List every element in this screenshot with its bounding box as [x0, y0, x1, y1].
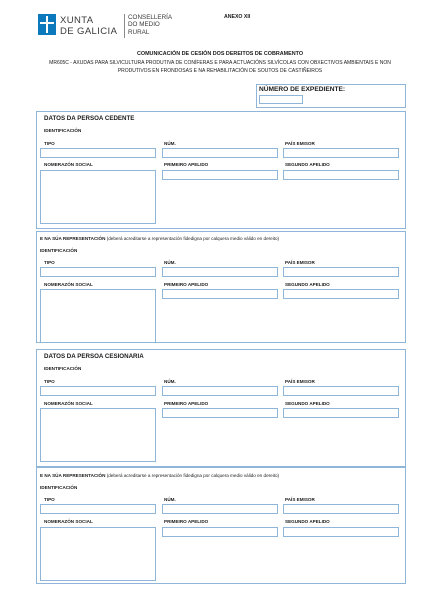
pais-emisor-label: PAÍS EMISOR: [285, 141, 315, 146]
num-label: NÚM.: [164, 497, 176, 502]
nomerazon-input[interactable]: [40, 527, 156, 581]
representation-2-note: (deberá acreditarse a representación fidedigna por calquera medio válido en dereito): [106, 473, 280, 478]
tipo-input[interactable]: [40, 267, 156, 277]
department-name: [128, 14, 172, 36]
segundo-apelido-label: SEGUNDO APELIDO: [285, 519, 330, 524]
subtitle-line1: MR605C - AXUDAS PARA SILVICULTURA PRODUTIVA DE CONÍFERAS E PARA ACTUACIÓNS SILVÍCOLAS CON OBXECTIVOS AMBIENTAIS E NON: [49, 60, 391, 66]
representation-2-title: [40, 473, 279, 478]
segundo-apelido-input[interactable]: [283, 289, 399, 299]
tipo-input[interactable]: [40, 504, 156, 514]
nomerazon-label: NOMERAZÓN SOCIAL: [44, 519, 93, 524]
primeiro-apelido-input[interactable]: [162, 170, 278, 180]
identification-label: IDENTIFICACIÓN: [40, 485, 78, 490]
representation-2-heading: E NA SÚA REPRESENTACIÓN: [40, 473, 106, 478]
pais-emisor-label: PAÍS EMISOR: [285, 379, 315, 384]
tipo-label: TIPO: [44, 141, 55, 146]
num-input[interactable]: [162, 267, 278, 277]
brand-divider: [124, 14, 125, 38]
num-label: NÚM.: [164, 141, 176, 146]
tipo-label: TIPO: [44, 260, 55, 265]
identification-label: IDENTIFICACIÓN: [40, 248, 78, 253]
brand-name-line2: DE GALICIA: [60, 25, 118, 37]
nomerazon-label: NOMERAZÓN SOCIAL: [44, 282, 93, 287]
tipo-input[interactable]: [40, 386, 156, 396]
nomerazon-label: NOMERAZÓN SOCIAL: [44, 162, 93, 167]
pais-emisor-input[interactable]: [283, 504, 399, 514]
primeiro-apelido-label: PRIMEIRO APELIDO: [164, 401, 209, 406]
primeiro-apelido-input[interactable]: [162, 527, 278, 537]
segundo-apelido-label: SEGUNDO APELIDO: [285, 162, 330, 167]
document-title: COMUNICACIÓN DE CESIÓN DOS DEREITOS DE COBRAMENTO: [136, 51, 304, 57]
document-subtitle: [40, 59, 400, 75]
tipo-label: TIPO: [44, 497, 55, 502]
nomerazon-input[interactable]: [40, 289, 156, 343]
representation-1-title: [40, 236, 279, 241]
pais-emisor-input[interactable]: [283, 267, 399, 277]
primeiro-apelido-label: PRIMEIRO APELIDO: [164, 162, 209, 167]
identification-label: IDENTIFICACIÓN: [44, 366, 82, 371]
segundo-apelido-input[interactable]: [283, 408, 399, 418]
pais-emisor-label: PAÍS EMISOR: [285, 260, 315, 265]
annex-label: ANEXO XII: [224, 14, 251, 20]
representation-1-heading: E NA SÚA REPRESENTACIÓN: [40, 236, 106, 241]
segundo-apelido-input[interactable]: [283, 170, 399, 180]
primeiro-apelido-input[interactable]: [162, 408, 278, 418]
identification-label: IDENTIFICACIÓN: [44, 128, 82, 133]
department-line3: RURAL: [128, 28, 150, 36]
department-line2: DO MEDIO: [128, 21, 160, 29]
num-input[interactable]: [162, 148, 278, 158]
pais-emisor-input[interactable]: [283, 386, 399, 396]
nomerazon-label: NOMERAZÓN SOCIAL: [44, 401, 93, 406]
num-input[interactable]: [162, 386, 278, 396]
tipo-label: TIPO: [44, 379, 55, 384]
nomerazon-input[interactable]: [40, 408, 156, 462]
pais-emisor-label: PAÍS EMISOR: [285, 497, 315, 502]
representation-1-note: (deberá acreditarse a representación fidedigna por calquera medio válido en dereito): [106, 236, 280, 241]
num-label: NÚM.: [164, 260, 176, 265]
expediente-input[interactable]: [259, 95, 303, 104]
num-input[interactable]: [162, 504, 278, 514]
section-cesionaria-title: DATOS DA PERSOA CESIONARIA: [44, 353, 144, 360]
brand-name-line1: XUNTA: [60, 15, 94, 26]
primeiro-apelido-label: PRIMEIRO APELIDO: [164, 519, 209, 524]
num-label: NÚM.: [164, 379, 176, 384]
tipo-input[interactable]: [40, 148, 156, 158]
xunta-logo-icon: [38, 14, 56, 35]
subtitle-line2: PRODUTIVOS EN FRONDOSAS E NA REHABILITACIÓN DE SOUTOS DE CASTIÑEIROS: [117, 68, 323, 74]
segundo-apelido-input[interactable]: [283, 527, 399, 537]
nomerazon-input[interactable]: [40, 170, 156, 224]
primeiro-apelido-label: PRIMEIRO APELIDO: [164, 282, 209, 287]
brand-name: [60, 16, 117, 37]
expediente-label: NÚMERO DE EXPEDIENTE:: [259, 86, 346, 93]
pais-emisor-input[interactable]: [283, 148, 399, 158]
segundo-apelido-label: SEGUNDO APELIDO: [285, 282, 330, 287]
primeiro-apelido-input[interactable]: [162, 289, 278, 299]
segundo-apelido-label: SEGUNDO APELIDO: [285, 401, 330, 406]
section-cedente-title: DATOS DA PERSOA CEDENTE: [44, 115, 135, 122]
department-line1: CONSELLERÍA: [128, 14, 173, 21]
